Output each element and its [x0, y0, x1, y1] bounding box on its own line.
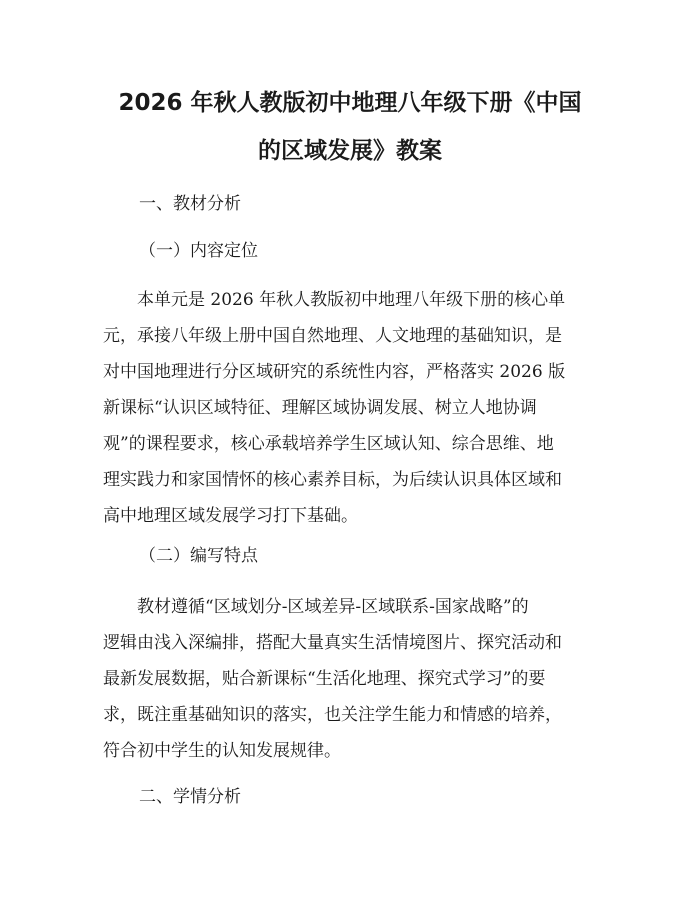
paragraph-line: 对中国地理进行分区域研究的系统性内容，严格落实 2026 版 [103, 362, 566, 382]
paragraph-content-positioning [103, 289, 600, 541]
section-heading-textbook-analysis: 一、教材分析 [139, 194, 241, 214]
document-title-line-1: 2026 年秋人教版初中地理八年级下册《中国 [118, 90, 582, 116]
paragraph-line: 理实践力和家国情怀的核心素养目标，为后续认识具体区域和 [103, 470, 562, 490]
subsection-heading-content-positioning: （一）内容定位 [139, 241, 258, 261]
section-heading-learner-analysis: 二、学情分析 [139, 787, 241, 807]
paragraph-line: 教材遵循“区域划分-区域差异-区域联系-国家战略”的 [103, 597, 529, 617]
paragraph-line: 新课标“认识区域特征、理解区域协调发展、树立人地协调 [103, 398, 537, 418]
document-title-line-2: 的区域发展》教案 [258, 138, 442, 164]
paragraph-line: 逻辑由浅入深编排，搭配大量真实生活情境图片、探究活动和 [103, 633, 562, 653]
paragraph-writing-features [103, 596, 600, 776]
paragraph-line: 符合初中学生的认知发展规律。 [103, 741, 341, 761]
paragraph-line: 本单元是 2026 年秋人教版初中地理八年级下册的核心单 [103, 290, 566, 310]
subsection-heading-writing-features: （二）编写特点 [139, 546, 258, 566]
paragraph-line: 观”的课程要求，核心承载培养学生区域认知、综合思维、地 [103, 434, 554, 454]
paragraph-line: 最新发展数据，贴合新课标“生活化地理、探究式学习”的要 [103, 669, 546, 689]
paragraph-line: 元，承接八年级上册中国自然地理、人文地理的基础知识，是 [103, 326, 562, 346]
paragraph-line: 高中地理区域发展学习打下基础。 [103, 506, 358, 526]
paragraph-line: 求，既注重基础知识的落实，也关注学生能力和情感的培养， [103, 705, 562, 725]
